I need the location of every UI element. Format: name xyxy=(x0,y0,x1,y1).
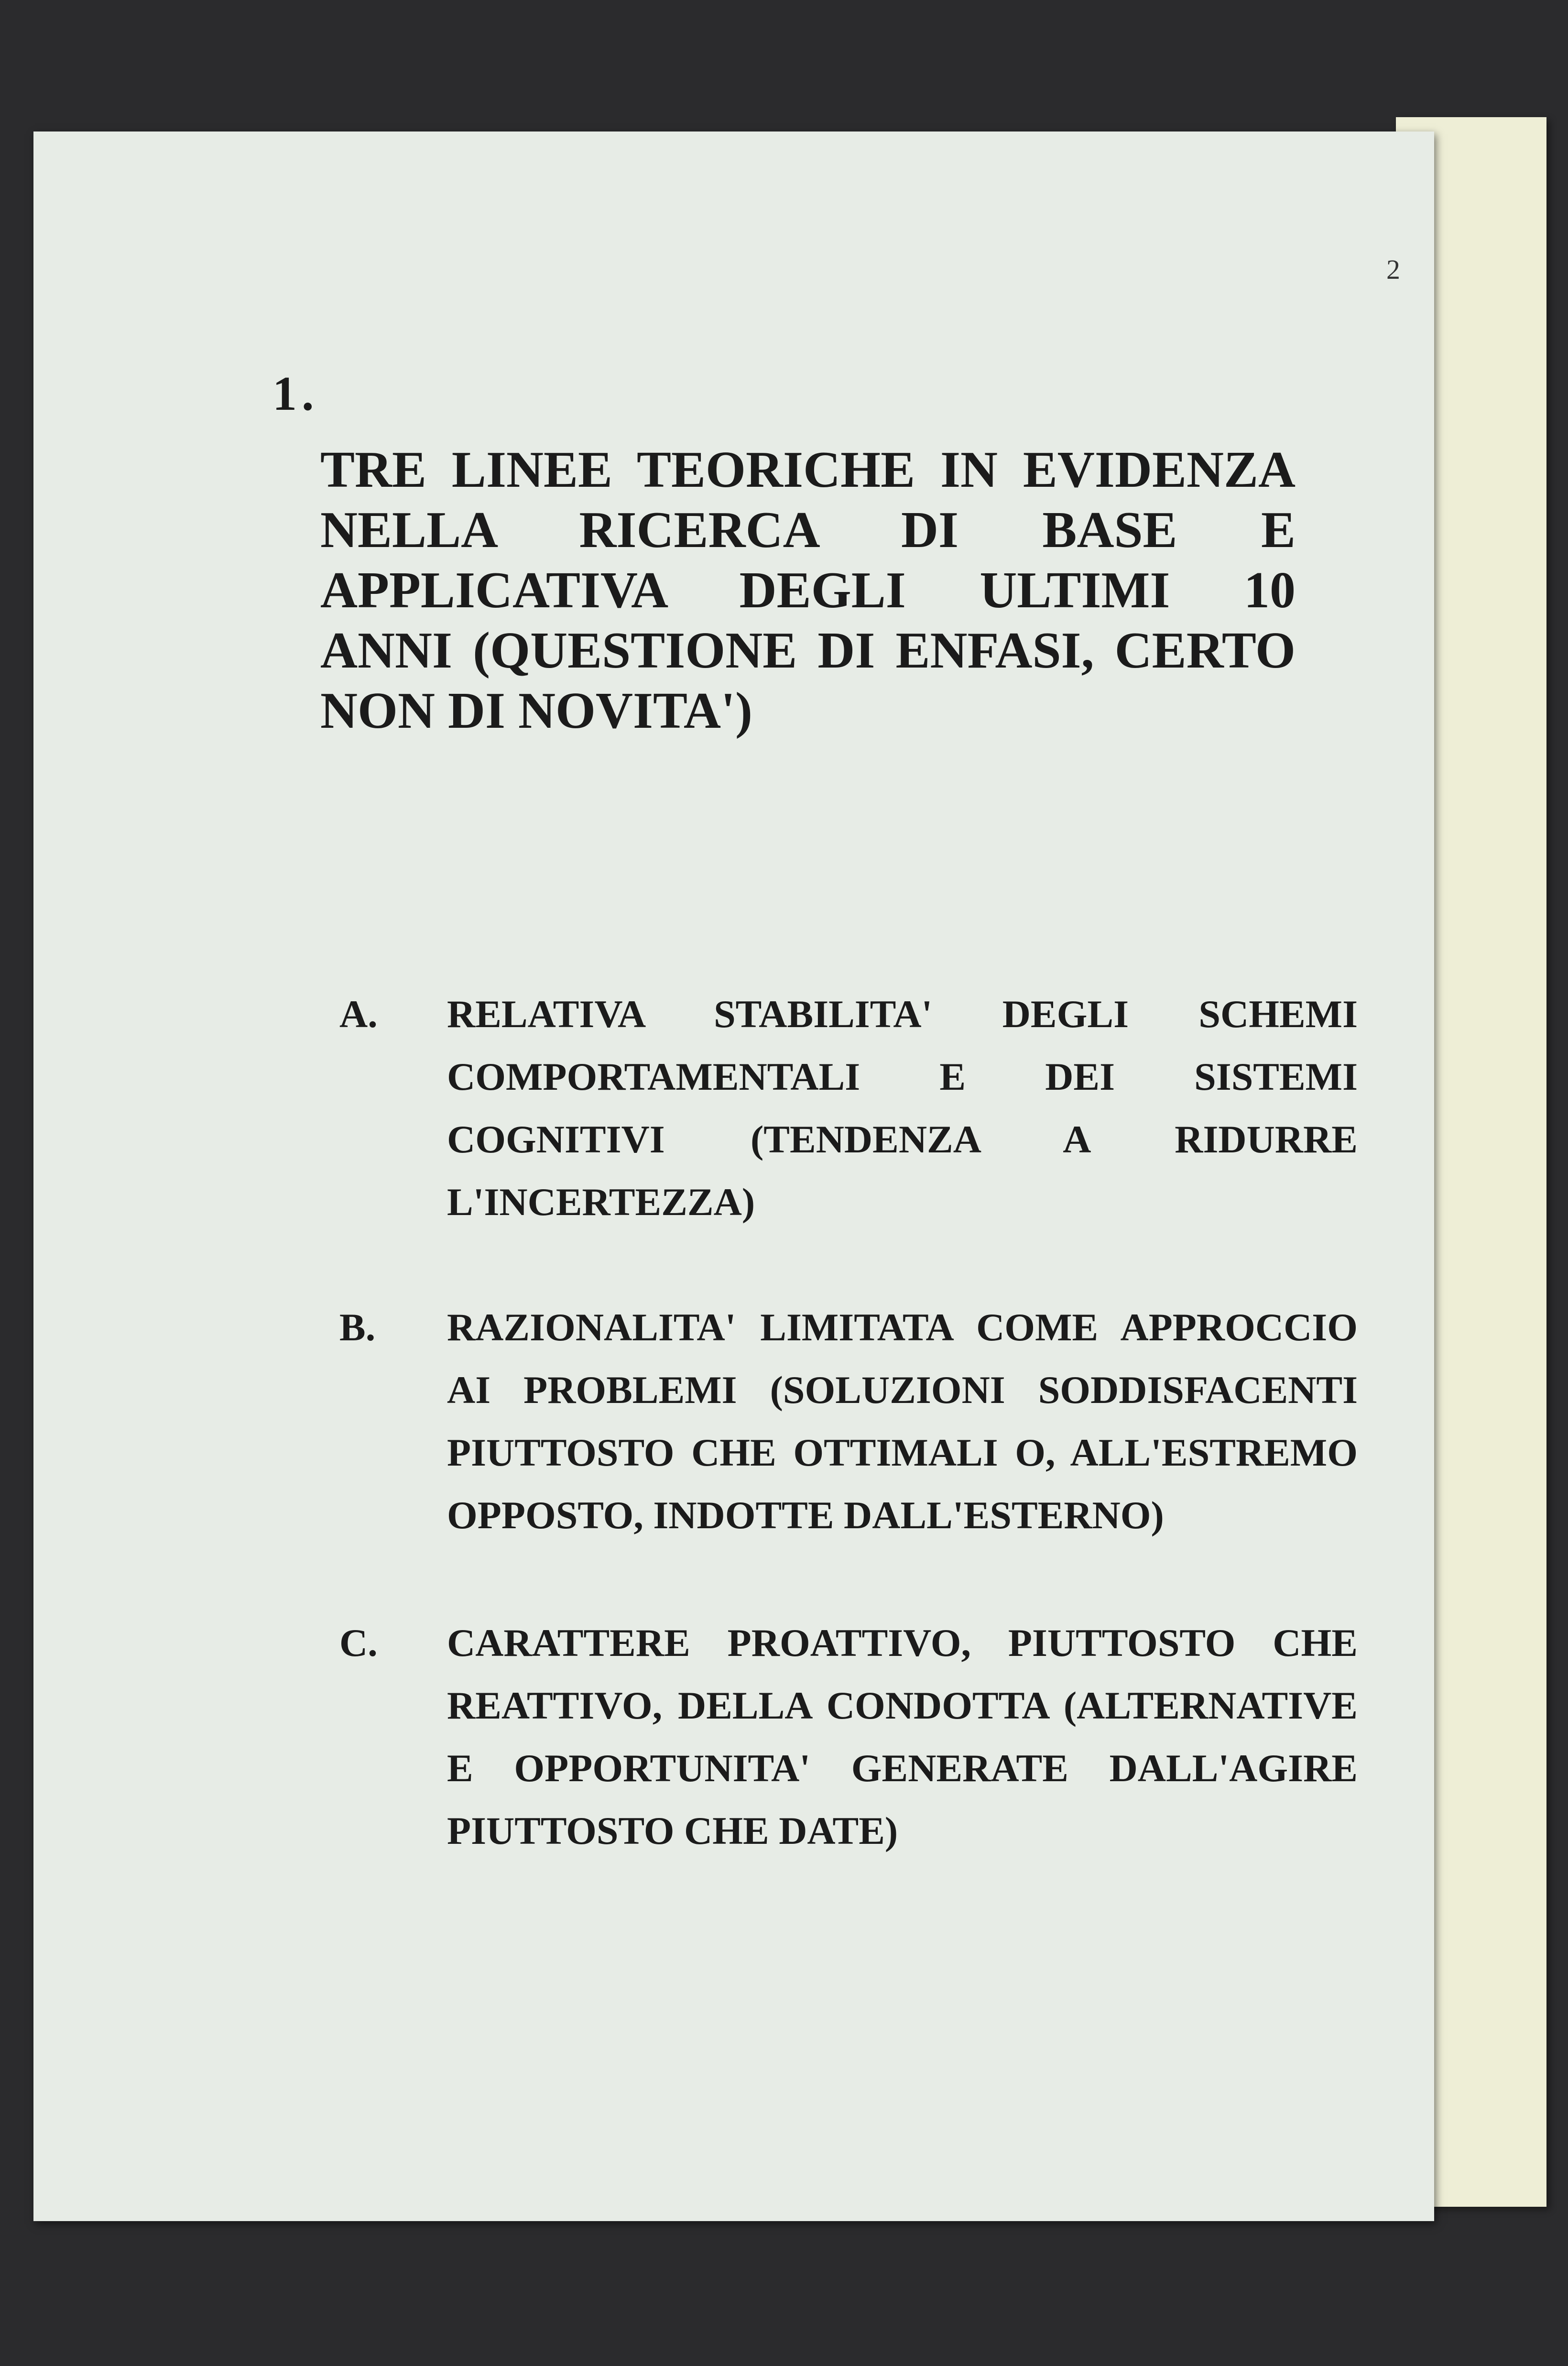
item-line: OPPOSTO, INDOTTE DALL'ESTERNO) xyxy=(447,1493,1164,1537)
item-marker: C. xyxy=(339,1621,378,1665)
title-line: TRE LINEE TEORICHE IN EVIDENZA xyxy=(320,441,1296,498)
title-line: APPLICATIVA DEGLI ULTIMI 10 xyxy=(320,562,1296,619)
item-marker: B. xyxy=(339,1305,376,1349)
item-line: CARATTERE PROATTIVO, PIUTTOSTO CHE xyxy=(447,1621,1358,1665)
page-number: 2 xyxy=(1386,254,1400,285)
section-number: 1. xyxy=(272,367,319,421)
item-line: RELATIVA STABILITA' DEGLI SCHEMI xyxy=(447,992,1358,1036)
item-line: COMPORTAMENTALI E DEI SISTEMI xyxy=(447,1055,1358,1098)
item-line: REATTIVO, DELLA CONDOTTA (ALTERNATIVE xyxy=(447,1684,1358,1727)
item-line: E OPPORTUNITA' GENERATE DALL'AGIRE xyxy=(447,1746,1358,1790)
item-text xyxy=(447,1296,1358,1546)
item-line: PIUTTOSTO CHE OTTIMALI O, ALL'ESTREMO xyxy=(447,1431,1358,1474)
section-title xyxy=(320,440,1296,741)
item-line: AI PROBLEMI (SOLUZIONI SODDISFACENTI xyxy=(447,1368,1358,1412)
item-line: PIUTTOSTO CHE DATE) xyxy=(447,1809,898,1852)
item-text xyxy=(447,983,1358,1233)
title-line: ANNI (QUESTIONE DI ENFASI, CERTO xyxy=(320,622,1296,679)
item-text xyxy=(447,1611,1358,1862)
item-line: L'INCERTEZZA) xyxy=(447,1180,755,1224)
item-line: COGNITIVI (TENDENZA A RIDURRE xyxy=(447,1117,1358,1161)
document-page xyxy=(33,131,1434,2221)
title-line: NELLA RICERCA DI BASE E xyxy=(320,502,1296,559)
item-line: RAZIONALITA' LIMITATA COME APPROCCIO xyxy=(447,1305,1358,1349)
title-line: NON DI NOVITA') xyxy=(320,682,753,739)
item-marker: A. xyxy=(339,992,378,1036)
